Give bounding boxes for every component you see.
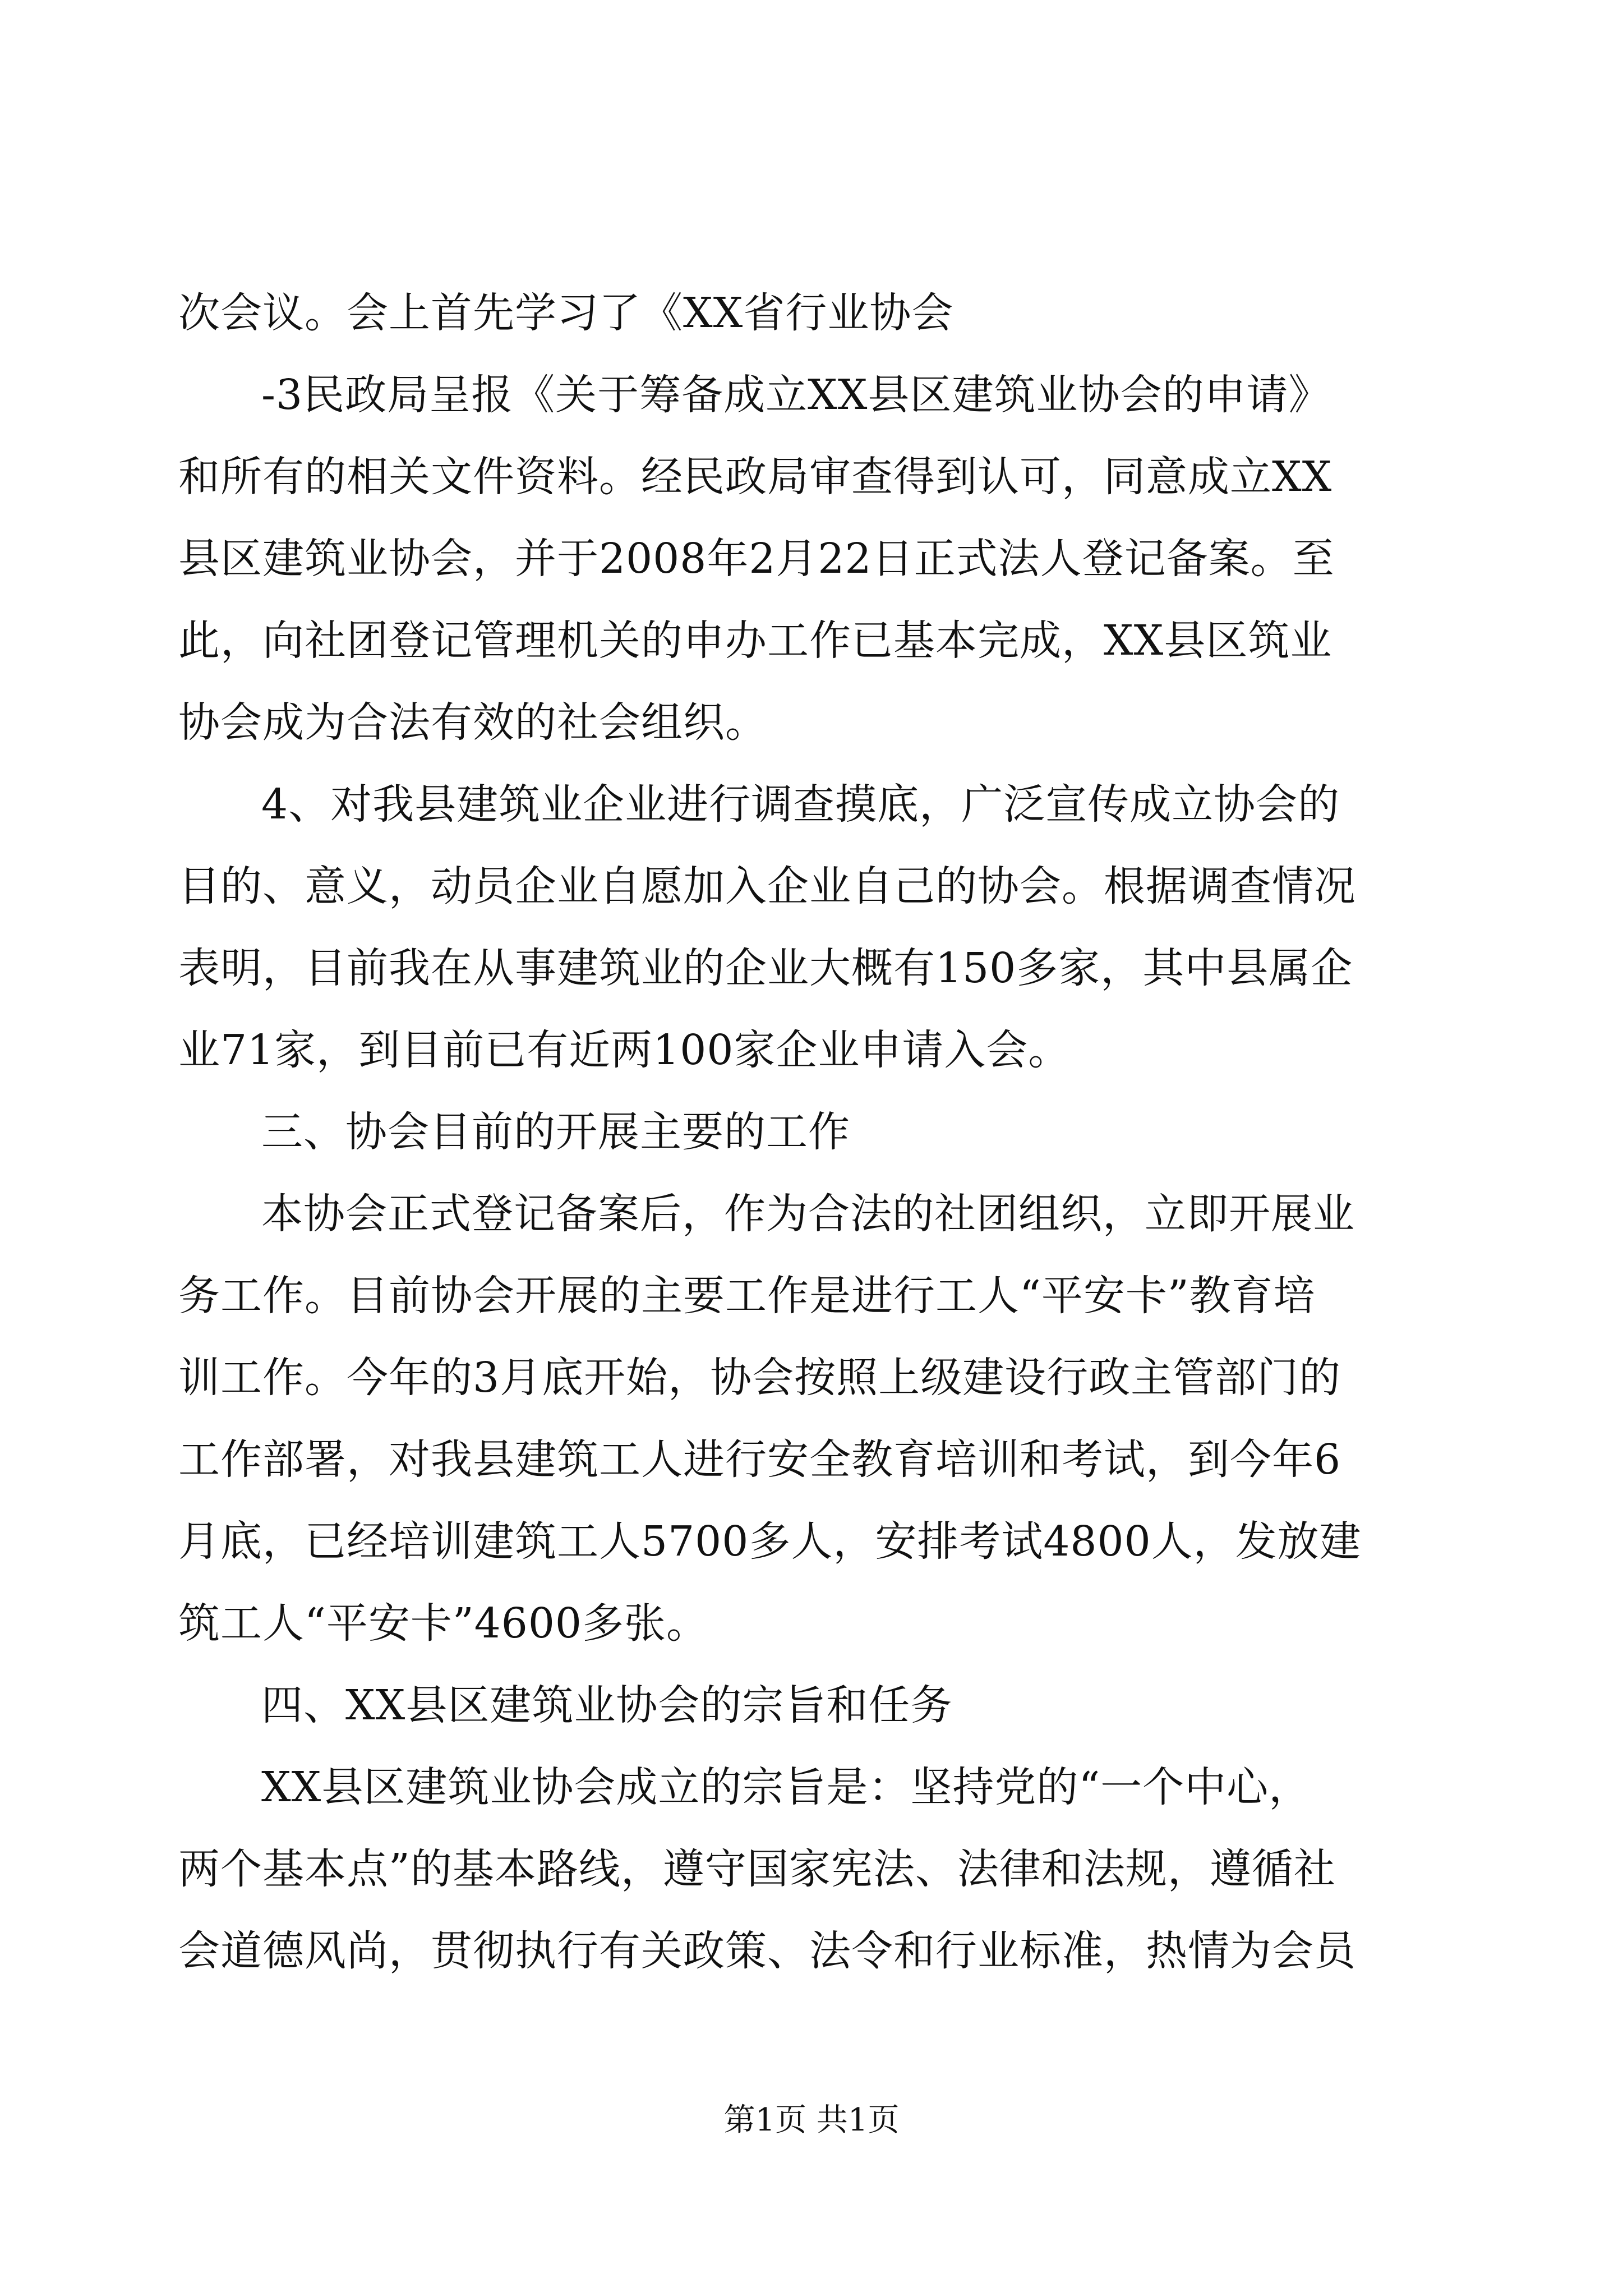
text-line: 本协会正式登记备案后，作为合法的社团组织，立即开展业 [261, 1190, 1355, 1238]
text-line: 县区建筑业协会，并于2008年2月22日正式法人登记备案。至 [178, 535, 1335, 583]
text-line: 两个基本点”的基本路线，遵守国家宪法、法律和法规，遵循社 [178, 1845, 1336, 1893]
text-line: 4、对我县建筑业企业进行调查摸底，广泛宣传成立协会的 [261, 780, 1340, 829]
text-line: XX县区建筑业协会成立的宗旨是：坚持党的“一个中心， [261, 1763, 1311, 1811]
document-body [178, 272, 1451, 1992]
text-line: 次会议。会上首先学习了《XX省行业协会 [178, 289, 954, 337]
text-line: 训工作。今年的3月底开始，协会按照上级建设行政主管部门的 [178, 1354, 1341, 1402]
text-line: 业71家，到目前已有近两100家企业申请入会。 [178, 1026, 1071, 1074]
page-footer: 第1页 共1页 [723, 2102, 900, 2138]
section-heading: 四、XX县区建筑业协会的宗旨和任务 [261, 1681, 953, 1729]
text-line: 此，向社团登记管理机关的申办工作已基本完成，XX县区筑业 [178, 616, 1332, 665]
text-line: 筑工人“平安卡”4600多张。 [178, 1599, 708, 1648]
section-heading: 三、协会目前的开展主要的工作 [261, 1108, 850, 1156]
text-line: 工作部署，对我县建筑工人进行安全教育培训和考试，到今年6 [178, 1435, 1341, 1484]
text-line: -3民政局呈报《关于筹备成立XX县区建筑业协会的申请》 [261, 371, 1331, 419]
text-line: 表明，目前我在从事建筑业的企业大概有150多家，其中县属企 [178, 944, 1353, 992]
text-line: 月底，已经培训建筑工人5700多人，安排考试4800人，发放建 [178, 1517, 1362, 1566]
text-line: 和所有的相关文件资料。经民政局审查得到认可，同意成立XX [178, 453, 1332, 501]
text-line: 会道德风尚，贯彻执行有关政策、法令和行业标准，热情为会员 [178, 1927, 1356, 1975]
text-line: 协会成为合法有效的社会组织。 [178, 698, 767, 747]
text-line: 务工作。目前协会开展的主要工作是进行工人“平安卡”教育培 [178, 1272, 1316, 1320]
text-line: 目的、意义，动员企业自愿加入企业自己的协会。根据调查情况 [178, 862, 1356, 910]
